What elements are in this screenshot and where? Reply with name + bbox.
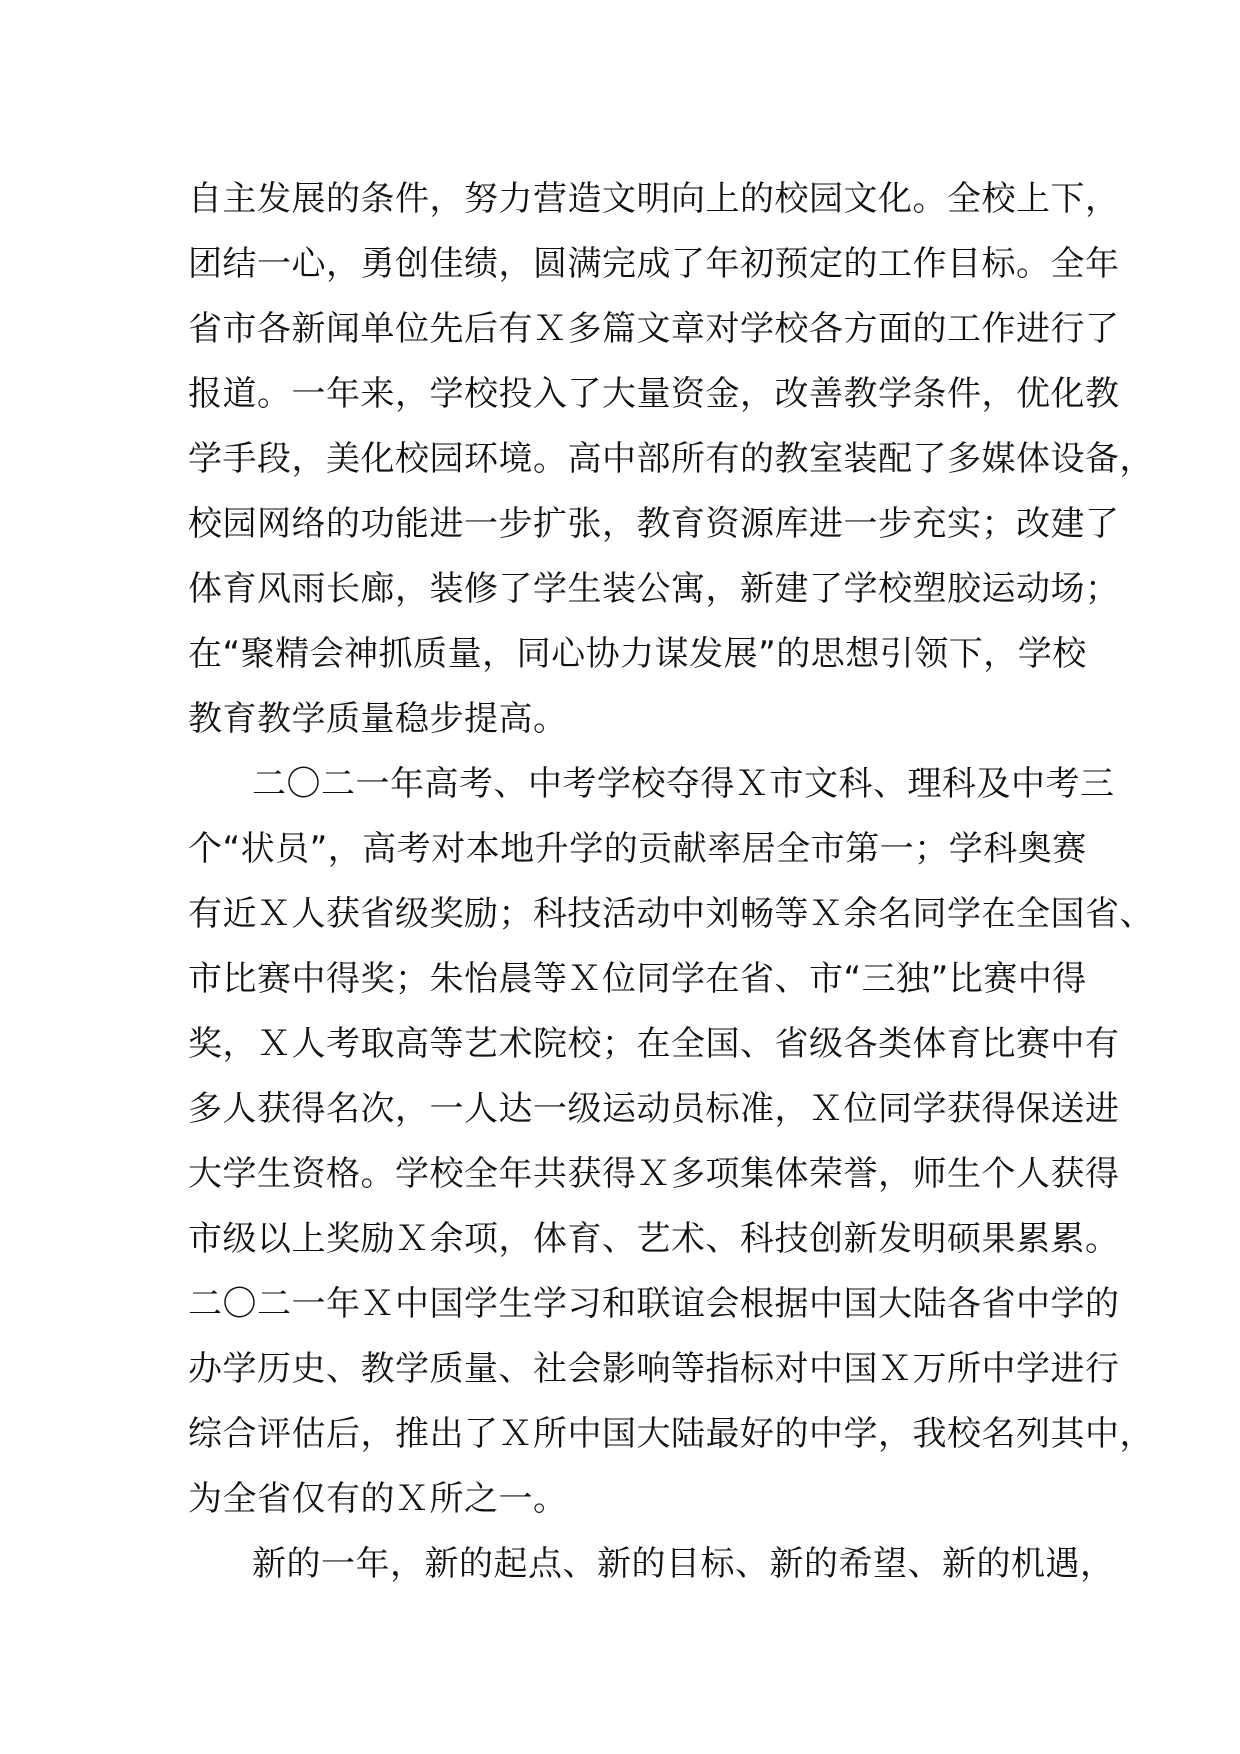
- text-line: 办学历史、教学质量、社会影响等指标对中国Ｘ万所中学进行: [188, 1349, 1120, 1389]
- text-line: 个“状员”，高考对本地升学的贡献率居全市第一；学科奥赛: [188, 829, 1087, 869]
- text-line: 大学生资格。学校全年共获得Ｘ多项集体荣誉，师生个人获得: [188, 1154, 1120, 1194]
- paragraph-start-line: 新的一年，新的起点、新的目标、新的希望、新的机遇，: [252, 1544, 1115, 1584]
- body-text: [188, 167, 1154, 1597]
- text-line: 二〇二一年Ｘ中国学生学习和联谊会根据中国大陆各省中学的: [188, 1284, 1120, 1324]
- text-line: 校园网络的功能进一步扩张，教育资源库进一步充实；改建了: [188, 504, 1120, 544]
- text-line: 省市各新闻单位先后有Ｘ多篇文章对学校各方面的工作进行了: [188, 309, 1120, 349]
- text-line: 为全省仅有的Ｘ所之一。: [188, 1479, 568, 1519]
- paragraph-start-line: 二〇二一年高考、中考学校夺得Ｘ市文科、理科及中考三: [252, 764, 1115, 804]
- text-line: 教育教学质量稳步提高。: [188, 699, 568, 739]
- text-line: 报道。一年来，学校投入了大量资金，改善教学条件，优化教: [188, 374, 1120, 414]
- text-line: 有近Ｘ人获省级奖励；科技活动中刘畅等Ｘ余名同学在全国省、: [188, 894, 1154, 934]
- text-line: 多人获得名次，一人达一级运动员标准，Ｘ位同学获得保送进: [188, 1089, 1120, 1129]
- text-line: 在“聚精会神抓质量，同心协力谋发展”的思想引领下，学校: [188, 634, 1087, 674]
- text-line: 团结一心，勇创佳绩，圆满完成了年初预定的工作目标。全年: [188, 244, 1120, 284]
- text-line: 市级以上奖励Ｘ余项，体育、艺术、科技创新发明硕果累累。: [188, 1219, 1120, 1259]
- text-line: 奖，Ｘ人考取高等艺术院校；在全国、省级各类体育比赛中有: [188, 1024, 1120, 1064]
- text-line: 综合评估后，推出了Ｘ所中国大陆最好的中学，我校名列其中，: [188, 1414, 1154, 1454]
- text-line: 自主发展的条件，努力营造文明向上的校园文化。全校上下，: [188, 179, 1120, 219]
- text-line: 市比赛中得奖；朱怡晨等Ｘ位同学在省、市“三独”比赛中得: [188, 959, 1087, 999]
- text-line: 体育风雨长廊，装修了学生装公寓，新建了学校塑胶运动场；: [188, 569, 1120, 609]
- text-line: 学手段，美化校园环境。高中部所有的教室装配了多媒体设备，: [188, 439, 1154, 479]
